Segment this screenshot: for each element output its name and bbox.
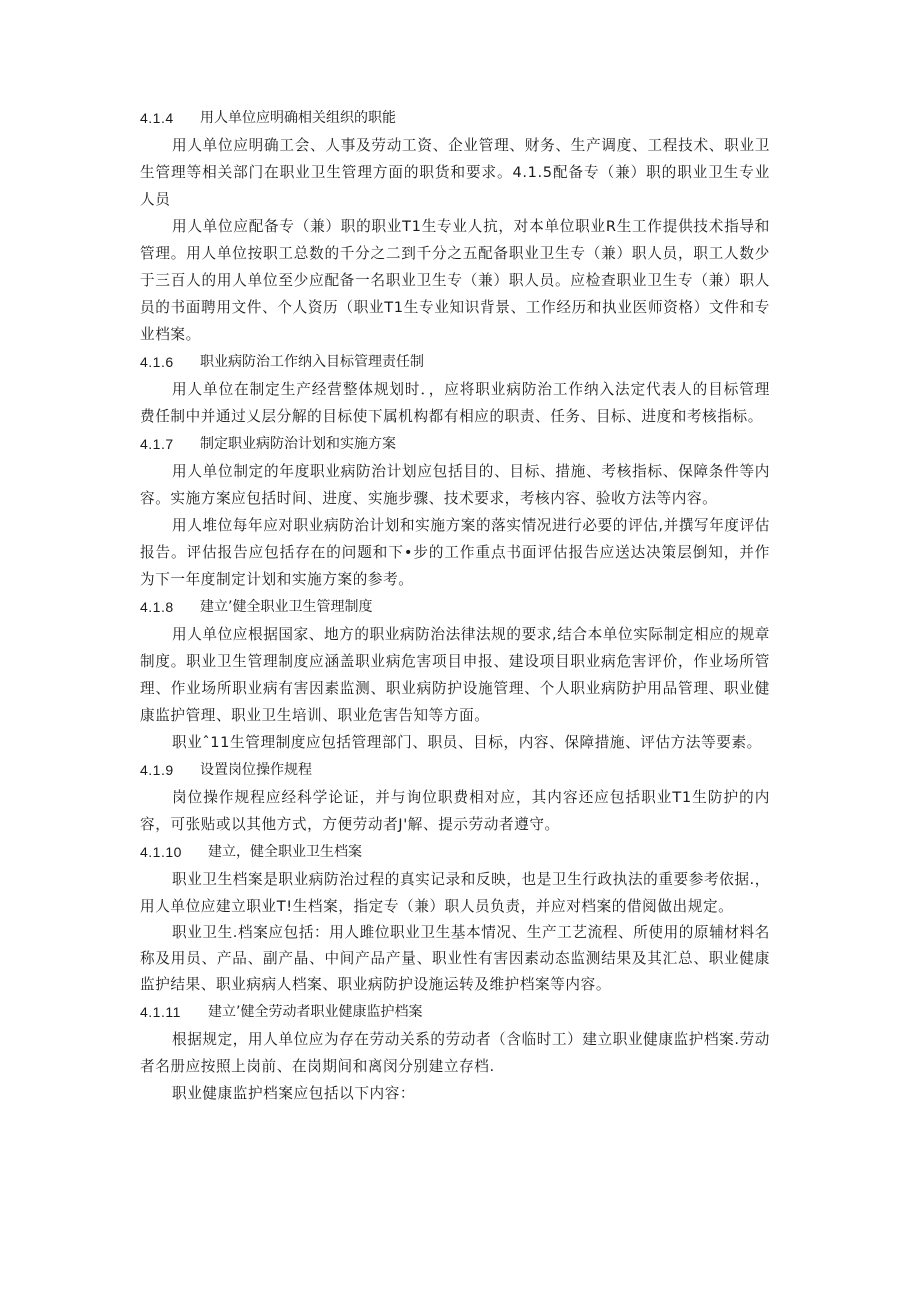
section-heading [140, 593, 770, 621]
section-4-1-6 [140, 348, 770, 430]
section-heading [140, 998, 770, 1026]
section-heading [140, 430, 770, 458]
paragraph: 岗位操作规程应经科学论证，并与询位职费相对应，其内容还应包括职业T1生防护的内容，可张贴或以其他方式，方便劳动者J'解、提示劳动者遵守。 [140, 789, 770, 833]
section-title: 职业病防治工作纳入目标管理责任制 [200, 354, 424, 370]
section-number: 4.1.9 [140, 762, 174, 778]
section-heading [140, 756, 770, 784]
section-number: 4.1.4 [140, 110, 174, 126]
paragraph: 职业卫生.档案应包括：用人雎位职业卫生基本情况、生产工艺流程、所使用的原辅材料名称及用员、产品、副产晶、中间产品产量、职业性有害因素动态监测结果及其汇总、职业健康监护结果、职业病病人档案、职业病防护设施运转及维护档案等内容。 [140, 924, 770, 993]
paragraph: 根据规定，用人单位应为存在劳动关系的劳动者（含临时工）建立职业健康监护档案.劳动者名册应按照上岗前、在岗期间和离闵分别建立存档. [140, 1031, 770, 1075]
section-number: 4.1.8 [140, 599, 174, 615]
paragraph: 用人单位应配备专（兼）职的职业T1生专业人抗，对本单位职业R生工作提供技术指导和管理。用人单位按职工总数的千分之二到千分之五配备职业卫生专（兼）职人员，职工人数少于三百人的用人单位至少应配备一名职业卫生专（兼）职人员。应检查职业卫生专（兼）职人员的书面聘用文件、个人资历（职业T1生专业知识背景、工作经历和执业医师资格）文件和专业档案。 [140, 218, 770, 343]
section-number: 4.1.6 [140, 354, 174, 370]
section-4-1-9 [140, 756, 770, 838]
section-number: 4.1.11 [140, 1004, 181, 1020]
section-title: 建立’健全职业卫生管理制度 [200, 599, 373, 615]
paragraph: 用人堆位每年应对职业病防治计划和实施方案的落实情况进行必要的评估,并撰写年度评估报告。评估报告应包括存在的问题和下•步的工作重点书面评估报告应送达决策层倒知，并作为下一年度制定计划和实施方案的参考。 [140, 517, 770, 588]
section-4-1-4 [140, 104, 770, 348]
section-4-1-11 [140, 998, 770, 1107]
paragraph: 用人单位在制定生产经营整体规划时．，应将职业病防治工作纳入法定代表人的目标管理费任制中并通过乂层分解的目标使下属机构都有相应的职责、任务、目标、进度和考核指标。 [140, 381, 770, 425]
section-title: 用人单位应明确相关组织的职能 [200, 110, 396, 126]
section-number: 4.1.10 [140, 844, 182, 860]
paragraph: 用人单位应根据国家、地方的职业病防治法律法规的要求,结合本单位实际制定相应的规章制度。职业卫生管理制度应涵盖职业病危害项目申报、建设项目职业病危害评价，作业场所管理、作业场所职业病有害因素监测、职业病防护设施管理、个人职业病防护用品管理、职业健康监护管理、职业卫生培训、职业危害告知等方面。 [140, 626, 770, 724]
section-title: 制定职业病防治计划和实施方案 [200, 436, 396, 452]
section-4-1-10 [140, 838, 770, 998]
section-title: 设置岗位操作规程 [200, 762, 312, 778]
section-4-1-7 [140, 430, 770, 593]
paragraph: 职业卫生档案是职业病防治过程的真实记录和反映，也是卫生行政执法的重要参考依据.，用人单位应建立职业T!生档案，指定专（兼）职人员负责，并应对档案的借阅做出规定。 [140, 871, 770, 915]
section-4-1-8 [140, 593, 770, 756]
document-page [140, 104, 770, 1107]
section-heading [140, 838, 770, 866]
section-heading [140, 348, 770, 376]
paragraph: 职业ˆ11生管理制度应包括管理部门、职员、目标，内容、保障措施、评估方法等要素。 [172, 734, 762, 751]
paragraph: 用人单位制定的年度职业病防治计划应包括目的、目标、措施、考核指标、保障条件等内容。实施方案应包括时间、进度、实施步骤、技术要求，考核内容、验收方法等内容。 [140, 463, 770, 507]
section-title: 建立，健全职业卫生档案 [208, 844, 362, 860]
section-number: 4.1.7 [140, 436, 174, 452]
section-title: 建立’健全劳动者职业健康监护档案 [208, 1004, 423, 1020]
section-heading [140, 104, 770, 132]
paragraph: 职业健康监护档案应包括以下内容： [172, 1085, 416, 1102]
paragraph: 用人单位应明确工会、人事及劳动工资、企业管理、财务、生产调度、工程技术、职业卫生管理等相关部门在职业卫生管理方面的职货和要求。4.1.5配备专（兼）职的职业卫生专业人员 [140, 137, 770, 208]
